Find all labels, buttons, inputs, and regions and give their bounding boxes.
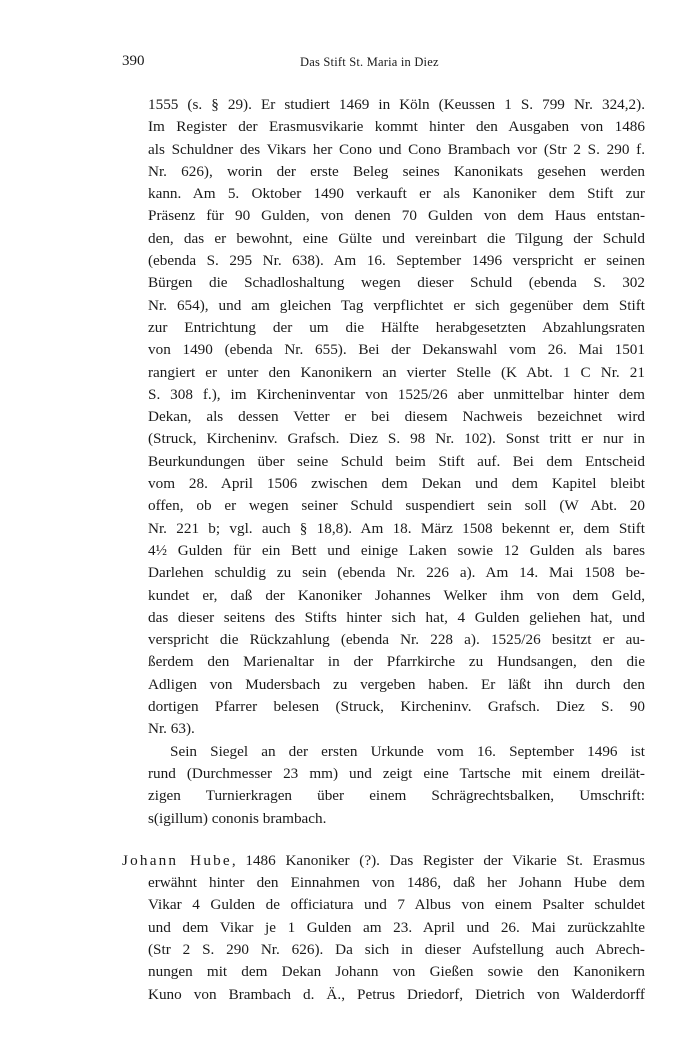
text-line: erwähnt hinter den Einnahmen von 1486, daß her Johann Hube dem [148,874,645,892]
entry-name: Johann Hube [122,851,232,869]
text-line: zigen Turnierkragen über einem Schrägrechtsbalken, Umschrift: [148,787,645,805]
text-line: 1555 (s. § 29). Er studiert 1469 in Köln (Keussen 1 S. 799 Nr. 324,2). [148,96,645,113]
text-line: dortigen Pfarrer belesen (Struck, Kircheninv. Grafsch. Diez S. 90 [148,698,645,716]
text-line: als Schuldner des Vikars her Cono und Cono Brambach vor (Str 2 S. 290 f. [148,140,645,158]
text-line: s(igillum) cononis brambach. [148,809,327,827]
text-line: kann. Am 5. Oktober 1490 verkauft er als Kanoniker dem Stift zur [148,185,645,203]
text-line: Vikar 4 Gulden de officiatura und 7 Albus von einem Psalter schuldet [148,896,645,914]
running-title: Das Stift St. Maria in Diez [300,55,439,69]
text-line: ßerdem den Marienaltar in der Pfarrkirche zu Hundsangen, den die [148,653,645,671]
text-line: Im Register der Erasmusvikarie kommt hinter den Ausgaben von 1486 [148,118,645,136]
text-line: von 1490 (ebenda Nr. 655). Bei der Dekanswahl vom 26. Mai 1501 [148,341,645,359]
text-line: rund (Durchmesser 23 mm) und zeigt eine Tartsche mit einem dreilät- [148,764,645,782]
text-line: (ebenda S. 295 Nr. 638). Am 16. September 1496 verspricht er seinen [148,252,645,270]
text-line: Nr. 63). [148,720,195,738]
text-line: offen, ob er wegen seiner Schuld suspendiert sein soll (W Abt. 20 [148,497,645,515]
text-line: vom 28. April 1506 zwischen dem Dekan und dem Kapitel bleibt [148,475,645,493]
text-line: das dieser seitens des Stifts hinter sich hat, 4 Gulden geliehen hat, und [148,608,645,626]
text-line: Sein Siegel an der ersten Urkunde vom 16. September 1496 ist [170,742,645,760]
text-line: Kuno von Brambach d. Ä., Petrus Driedorf, Dietrich von Walderdorff [148,985,645,1003]
paragraph-seal [148,741,645,830]
entry-johann-hube [122,850,645,1006]
text-line: Nr. 654), und am gleichen Tag verpflichtet er sich gegenüber dem Stift [148,296,645,314]
text-line: nungen mit dem Dekan Johann von Gießen sowie den Kanonikern [148,963,645,981]
entry-gap [148,830,645,850]
body-text [122,94,645,1006]
text-line: zur Entrichtung der um die Hälfte herabgesetzten Abzahlungsraten [148,318,645,336]
text-line: Präsenz für 90 Gulden, von denen 70 Gulden von dem Haus entstan- [148,207,645,225]
text-line: (Struck, Kircheninv. Grafsch. Diez S. 98 Nr. 102). Sonst tritt er nur in [148,430,645,448]
text-line: Beurkundungen über seine Schuld beim Stift auf. Bei dem Entscheid [148,452,645,470]
text-line: kundet er, daß der Kanoniker Johannes Welker ihm von dem Geld, [148,586,645,604]
text-line: Nr. 221 b; vgl. auch § 18,8). Am 18. März 1508 bekennt er, dem Stift [148,519,645,537]
text-line: Adligen von Mudersbach zu vergeben haben. Er läßt ihn durch den [148,675,645,693]
text-line: verspricht die Rückzahlung (ebenda Nr. 228 a). 1525/26 besitzt er au- [148,631,645,649]
text-line: 4½ Gulden für ein Bett und einige Laken sowie 12 Gulden als bares [148,541,645,559]
text-line: Dekan, als dessen Vetter er bei diesem Nachweis bezeichnet wird [148,408,645,426]
text-line [122,850,645,872]
text-line: und dem Vikar je 1 Gulden am 23. April und 26. Mai zurückzahlte [148,918,645,936]
paragraph-conrad-brambach [148,94,645,741]
entry-first-line: , 1486 Kanoniker (?). Das Register der Vikarie St. Erasmus [231,851,645,869]
text-line: Nr. 626), worin der erste Beleg seines Kanonikats gesehen werden [148,162,645,180]
text-line: den, das er bewohnt, eine Gülte und vereinbart die Tilgung der Schuld [148,229,645,247]
text-line: S. 308 f.), im Kircheninventar von 1525/26 aber unmittelbar hinter dem [148,385,645,403]
text-line: Darlehen schuldig zu sein (ebenda Nr. 226 a). Am 14. Mai 1508 be- [148,564,645,582]
page-number: 390 [122,53,145,69]
text-line: Bürgen die Schadloshaltung wegen dieser Schuld (ebenda S. 302 [148,274,645,292]
text-line: (Str 2 S. 290 Nr. 626). Da sich in dieser Aufstellung auch Abrech- [148,940,645,958]
text-line: rangiert er unter den Kanonikern an vierter Stelle (K Abt. 1 C Nr. 21 [148,363,645,381]
